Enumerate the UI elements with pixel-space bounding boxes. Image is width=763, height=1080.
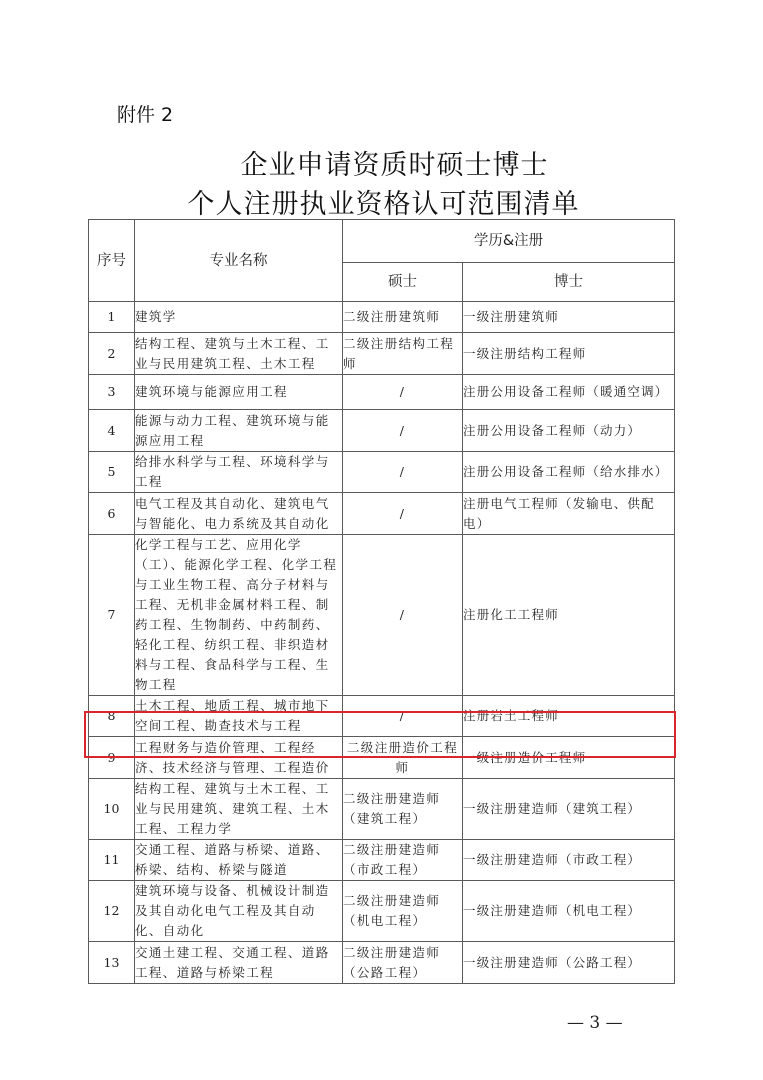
table-row [89,840,675,881]
header-no: 序号 [89,220,135,302]
row-no: 10 [89,779,135,840]
table-row [89,375,675,410]
document-title-line-1: 企业申请资质时硕士博士 [240,150,549,181]
table-row [89,942,675,984]
table-row [89,881,675,942]
row-master: / [343,452,463,493]
row-master: / [343,410,463,452]
row-doctor: 一级注册建造师（公路工程） [463,942,675,984]
row-major: 化学工程与工艺、应用化学（工）、能源化学工程、化学工程与工业生物工程、高分子材料与工程、无机非金属材料工程、制药工程、生物制药、中药制药、轻化工程、纺织工程、非织造材料与工程、食品科学与工程、生物工程 [135,535,343,696]
row-master: / [343,535,463,696]
row-major: 交通土建工程、交通工程、道路工程、道路与桥梁工程 [135,942,343,984]
row-master: 二级注册建造师（建筑工程） [343,779,463,840]
row-master: 二级注册建造师（市政工程） [343,840,463,881]
table-row [89,493,675,535]
row-major: 给排水科学与工程、环境科学与工程 [135,452,343,493]
row-master: 二级注册建筑师 [343,302,463,333]
row-no: 12 [89,881,135,942]
row-doctor: 一级注册建造师（建筑工程） [463,779,675,840]
row-no: 5 [89,452,135,493]
table-row [89,333,675,375]
row-no: 11 [89,840,135,881]
row-major: 建筑学 [135,302,343,333]
row-master: 二级注册建造师（公路工程） [343,942,463,984]
header-master: 硕士 [343,263,463,302]
row-doctor: 注册化工工程师 [463,535,675,696]
row-no: 1 [89,302,135,333]
row-major: 建筑环境与能源应用工程 [135,375,343,410]
row-doctor: 一级注册造价工程师 [463,737,675,779]
document-title-line-2: 个人注册执业资格认可范围清单 [187,189,580,220]
row-doctor: 一级注册建筑师 [463,302,675,333]
table-row [89,535,675,696]
table-row [89,302,675,333]
row-doctor: 注册公用设备工程师（暖通空调） [463,375,675,410]
row-major: 结构工程、建筑与土木工程、工业与民用建筑工程、土木工程 [135,333,343,375]
row-master: 二级注册建造师（机电工程） [343,881,463,942]
header-doctor: 博士 [463,263,675,302]
row-major: 建筑环境与设备、机械设计制造及其自动化电气工程及其自动化、自动化 [135,881,343,942]
table-row [89,696,675,737]
table-row [89,410,675,452]
row-no: 4 [89,410,135,452]
row-major: 电气工程及其自动化、建筑电气与智能化、电力系统及其自动化 [135,493,343,535]
row-major: 交通工程、道路与桥梁、道路、桥梁、结构、桥梁与隧道 [135,840,343,881]
header-education-registration: 学历&注册 [343,220,675,263]
table-row [89,779,675,840]
row-no: 8 [89,696,135,737]
table-row-highlighted [89,737,675,779]
row-master: 二级注册结构工程师 [343,333,463,375]
header-major: 专业名称 [135,220,343,302]
row-master: / [343,493,463,535]
row-master: / [343,696,463,737]
table-row [89,452,675,493]
page-number: — 3 — [567,1013,623,1033]
row-no: 7 [89,535,135,696]
row-major: 能源与动力工程、建筑环境与能源应用工程 [135,410,343,452]
row-doctor: 一级注册结构工程师 [463,333,675,375]
row-doctor: 注册公用设备工程师（给水排水） [463,452,675,493]
row-no: 9 [89,737,135,779]
row-doctor: 注册电气工程师（发输电、供配电） [463,493,675,535]
row-doctor: 一级注册建造师（机电工程） [463,881,675,942]
row-major: 结构工程、建筑与土木工程、工业与民用建筑、建筑工程、土木工程、工程力学 [135,779,343,840]
row-master: 二级注册造价工程师 [343,737,463,779]
row-major: 工程财务与造价管理、工程经济、技术经济与管理、工程造价 [135,737,343,779]
row-no: 6 [89,493,135,535]
row-doctor: 注册岩土工程师 [463,696,675,737]
row-major: 土木工程、地质工程、城市地下空间工程、勘查技术与工程 [135,696,343,737]
row-no: 13 [89,942,135,984]
row-no: 3 [89,375,135,410]
row-master: / [343,375,463,410]
row-doctor: 一级注册建造师（市政工程） [463,840,675,881]
attachment-label: 附件 2 [117,104,174,126]
row-no: 2 [89,333,135,375]
row-doctor: 注册公用设备工程师（动力） [463,410,675,452]
qualification-table [88,219,675,984]
